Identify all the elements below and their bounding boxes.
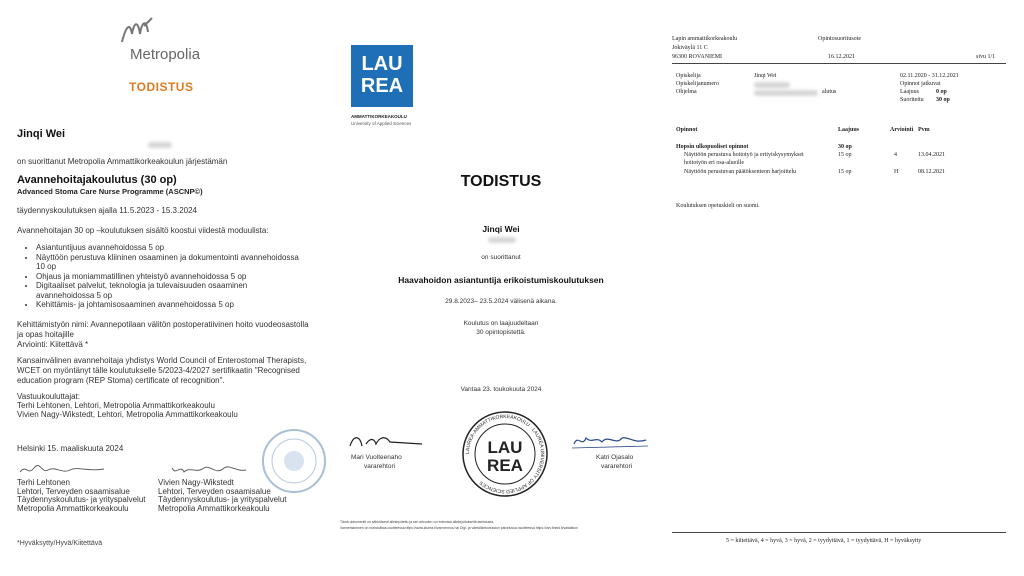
- metropolia-seal-icon: [261, 428, 327, 494]
- issue-date: 16.12.2021: [828, 54, 855, 60]
- col-scope: Laajuus: [838, 127, 860, 133]
- program-title: Avannehoitajakoulutus (30 op): [17, 174, 177, 186]
- place-date: Helsinki 15. maaliskuuta 2024: [17, 444, 124, 453]
- signer-2-unit: Täydennyskoulutus- ja yrityspalvelut: [158, 495, 287, 504]
- page-number: sivu 1/1: [976, 54, 996, 60]
- grade: Arviointi: Kiitettävä *: [17, 340, 89, 349]
- laurea-logo: [351, 45, 413, 107]
- col-date: Pvm: [918, 127, 930, 133]
- logo-line-2: REA: [360, 75, 404, 97]
- course-1-line-2: hoitotyön eri osa-alueille: [684, 160, 744, 166]
- completed-line: on suorittanut Metropolia Ammattikorkeakoulun järjestämän: [17, 157, 228, 166]
- signer-1-org: Metropolia Ammattikorkeakoulu: [17, 503, 129, 513]
- bottom-divider: [672, 532, 1006, 533]
- period: 29.8.2023– 23.5.2024 välisenä aikana.: [445, 298, 557, 305]
- redacted-id: [488, 237, 516, 243]
- course-2-name: Näyttöön perustuvan päätöksenteon harjoittelu: [684, 169, 797, 175]
- doc-title: TODISTUS: [129, 80, 194, 94]
- course-1-line-1: Näyttöön perustuva hoitotyö ja erityiskysymykset: [684, 152, 804, 158]
- modules-intro: Avannehoitajan 30 op –koulutuksen sisältö koostui viidestä moduulista:: [17, 226, 269, 235]
- dev-task: Kehittämistyön nimi: Avannepotilaan välitön postoperatiivinen hoito vuodeosastolla ja opas hoitajille: [17, 320, 309, 339]
- laurea-seal-icon: [461, 410, 549, 498]
- scope-value: 0 op: [936, 89, 947, 95]
- course-1-scope: 15 op: [838, 152, 852, 158]
- study-status: Opinnot jatkuvat: [900, 81, 941, 87]
- signature-2-icon: [570, 430, 650, 452]
- person-name: Jinqi Wei: [482, 224, 520, 234]
- program-subtitle: Advanced Stoma Care Nurse Programme (ASCNP©): [17, 187, 203, 196]
- footer-line-2: Varmentaminen on mahdollista osoitteessa https://www.laurea.fi/varmennus/ tai Digi- ja väestötietoviraston palvelussa osoitteessa https://dvv.fineid.fi/validation: [340, 526, 578, 530]
- divider: [672, 63, 1006, 64]
- done-label: Suoritettu: [900, 97, 924, 103]
- footnote: *Hyväksytty/Hyvä/Kiitettävä: [17, 540, 103, 547]
- metropolia-certificate: [0, 0, 330, 576]
- dates-range: 02.11.2020 - 31.12.2021: [900, 73, 959, 79]
- module-item: • Digitaaliset palvelut, teknologia ja tulevaisuuden osaaminen avannehoidossa 5 op: [36, 281, 306, 300]
- address-1: Jokiväylä 11 C: [672, 45, 708, 51]
- scope-line-1: Koulutus on laajuudeltaan: [463, 320, 539, 327]
- seal-line-2: REA: [487, 456, 523, 475]
- language-note: Koulutuksen opetuskieli on suomi.: [676, 203, 760, 209]
- redacted-program: [754, 90, 818, 96]
- logo-sub-2: University of Applied Sciences: [351, 121, 412, 126]
- program-suffix: alutus: [822, 89, 837, 95]
- signer-2-title: vararehtori: [601, 463, 633, 470]
- program-name: Haavahoidon asiantuntija erikoistumiskoulutuksen: [398, 275, 604, 285]
- module-item: • Ohjaus ja moniammatillinen yhteistyö avannehoidossa 5 op: [36, 272, 306, 282]
- col-grade: Arviointi: [890, 127, 914, 133]
- signer-2-title: Lehtori, Terveyden osaamisalue: [158, 486, 271, 496]
- signer-1-name: Mari Vuolteenaho: [351, 454, 402, 461]
- course-1-grade: 4: [894, 152, 897, 158]
- address-2: 96300 ROVANIEMI: [672, 54, 723, 60]
- signer-1-unit: Täydennyskoulutus- ja yrityspalvelut: [17, 495, 146, 504]
- metropolia-logo-icon: [118, 16, 162, 46]
- doc-title: TODISTUS: [460, 173, 542, 190]
- module-item: • Näyttöön perustuva kliininen osaaminen ja dokumentointi avannehoidossa 10 op: [36, 253, 306, 272]
- signature-2-icon: [170, 460, 250, 480]
- logo-sub-1: AMMATTIKORKEAKOULU: [351, 114, 407, 119]
- scope-label: Laajuus: [900, 89, 919, 95]
- module-item: • Asiantuntijuus avannehoidossa 5 op: [36, 243, 306, 253]
- signer-1-title: vararehtori: [364, 463, 396, 470]
- signature-1-icon: [18, 460, 108, 480]
- label-student: Opiskelija: [676, 73, 701, 79]
- signer-2-name: Vivien Nagy-Wikstedt: [158, 478, 234, 487]
- col-studies: Opinnot: [676, 127, 698, 133]
- course-1-date: 13.04.2021: [918, 152, 945, 158]
- seal-ring-text: LAUREA-AMMATTIKORKEAKOULU · LAUREA UNIVERSITY OF APPLIED SCIENCES: [464, 413, 546, 495]
- course-2-grade: H: [894, 169, 899, 175]
- lapland-transcript: [668, 0, 1024, 576]
- redacted-id: [148, 142, 172, 148]
- seal-line-1: LAU: [487, 438, 523, 457]
- course-2-scope: 15 op: [838, 169, 852, 175]
- doc-type: Opintosuoritusote: [818, 36, 861, 42]
- redacted-number: [754, 82, 790, 88]
- teachers-heading: Vastuukouluttajat:: [17, 392, 81, 401]
- completed-line: on suorittanut: [481, 254, 521, 261]
- grading-scale: 5 = kiitettävä, 4 = hyvä, 3 = hyvä, 2 = tyydyttävä, 1 = tyydyttävä, H = hyväksytty: [726, 538, 922, 544]
- label-student-number: Opiskelijanumero: [676, 81, 719, 87]
- course-2-date: 08.12.2021: [918, 169, 945, 175]
- org-name: Metropolia: [130, 46, 201, 63]
- group-name: Hopsin ulkopuoliset opinnot: [676, 144, 749, 150]
- wcet-note: Kansainvälinen avannehoitaja yhdistys World Council of Enterostomal Therapists, WCET on myöntänyt tälle koulutukselle 5/2023-4/2027 sertifikaatin "Recognised education program (REP Stoma) certificate of recognition".: [17, 356, 307, 385]
- label-program: Ohjelma: [676, 89, 697, 95]
- person-name: Jinqi Wei: [17, 128, 66, 140]
- logo-line-1: LAU: [361, 53, 403, 75]
- footer-line-1: Tämä dokumentti on sähköisesti allekirjoitettu ja sen aitouden voi todentaa allekirjoitukseltä tarkistusta.: [340, 520, 494, 524]
- school-name: Lapin ammattikorkeakoulu: [672, 36, 738, 42]
- place-date: Vantaa 23. toukokuuta 2024: [460, 386, 542, 393]
- signer-1-name: Terhi Lehtonen: [17, 478, 70, 487]
- scope-line-2: 30 opintopistettä.: [476, 329, 526, 336]
- teacher-2: Vivien Nagy-Wikstedt, Lehtori, Metropolia Ammattikorkeakoulu: [17, 410, 238, 419]
- signature-1-icon: [346, 430, 426, 452]
- signer-2-name: Katri Ojasalo: [596, 454, 634, 461]
- signer-1: [17, 479, 146, 513]
- done-value: 30 op: [936, 97, 950, 103]
- teacher-1: Terhi Lehtonen, Lehtori, Metropolia Ammattikorkeakoulu: [17, 401, 215, 410]
- module-item: • Kehittämis- ja johtamisosaaminen avannehoidossa 5 op: [36, 300, 306, 310]
- student-name: Jinqi Wei: [754, 73, 777, 79]
- laurea-certificate: [336, 0, 666, 576]
- signer-1-title: Lehtori, Terveyden osaamisalue: [17, 486, 130, 496]
- modules-list: [20, 243, 306, 310]
- signer-2-org: Metropolia Ammattikorkeakoulu: [158, 503, 270, 513]
- period: täydennyskoulutuksen ajalla 11.5.2023 - 15.3.2024: [17, 206, 197, 215]
- group-scope: 30 op: [838, 144, 852, 150]
